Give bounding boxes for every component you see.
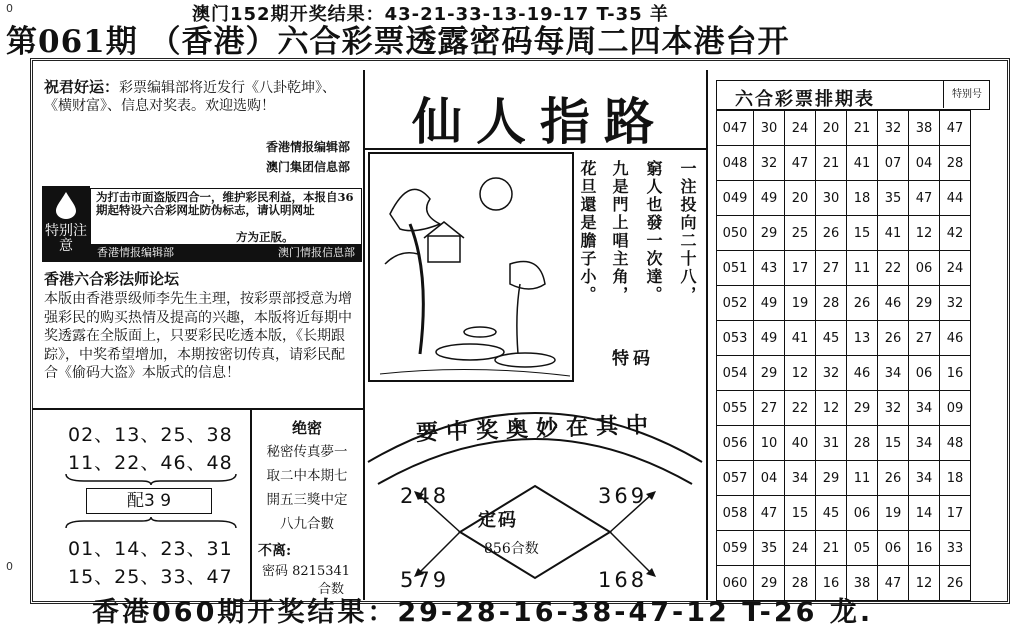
arc-text: 要中奖奥妙在其中 [415,411,657,447]
number-cell: 22 [785,391,816,426]
number-cell: 26 [940,566,971,601]
number-cell: 30 [754,111,785,146]
notice-footer [91,244,361,261]
number-cell: 12 [909,216,940,251]
special-number-label: 特别号 [943,81,990,108]
number-cell: 04 [754,461,785,496]
brace-bottom [64,516,238,530]
number-cell: 32 [940,286,971,321]
number-cell: 47 [878,566,909,601]
number-cell: 15 [847,216,878,251]
table-row [717,146,971,181]
number-cell: 16 [909,531,940,566]
number-cell: 34 [909,461,940,496]
number-cell: 17 [940,496,971,531]
table-row [717,286,971,321]
greeting-sign-1: 香港情报编辑部 [265,140,350,154]
number-cell: 44 [940,181,971,216]
schedule-header [716,80,990,110]
number-cell: 17 [785,251,816,286]
poem-line-2: 窮人也發一次達。 [644,160,663,304]
secret-line-4: 八九合數 [280,516,334,532]
number-cell: 49 [754,321,785,356]
period-cell: 047 [717,111,754,146]
number-cell: 41 [847,146,878,181]
number-cell: 25 [785,216,816,251]
number-cell: 18 [940,461,971,496]
number-cell: 47 [785,146,816,181]
poem-line-4: 花旦還是膽子小。 [578,160,597,304]
brace-top [64,472,238,486]
secret-line-1: 秘密传真夢一 [266,444,348,460]
period-cell: 056 [717,426,754,461]
top-result: 澳门152期开奖结果：43-21-33-13-19-17 T-35 羊 [192,4,669,25]
number-cell: 42 [940,216,971,251]
period-cell: 053 [717,321,754,356]
table-row [717,391,971,426]
number-cell: 49 [754,286,785,321]
period-cell: 050 [717,216,754,251]
number-cell: 06 [909,356,940,391]
number-cell: 45 [816,321,847,356]
number-cell: 29 [816,461,847,496]
number-cell: 49 [754,181,785,216]
number-cell: 24 [785,531,816,566]
table-row [717,321,971,356]
number-cell: 29 [847,391,878,426]
table-row [717,356,971,391]
number-cell: 15 [785,496,816,531]
number-cell: 26 [878,321,909,356]
number-cell: 04 [909,146,940,181]
number-cell: 34 [909,391,940,426]
number-cell: 46 [940,321,971,356]
number-cell: 32 [816,356,847,391]
number-cell: 29 [754,566,785,601]
number-cell: 38 [909,111,940,146]
forum-body: 本版由香港票级师李先生主理，按彩票部授意为增强彩民的购买热情及提高的兴趣，本版将近每期中奖透露在全版面上，只要彩民吃透本版，《长期跟踪》，中奖希望增加，本期按密切传真，请彩民配合《偷码大盗》本版式的信息！ [44,291,352,381]
number-cell: 34 [785,461,816,496]
secret-code-end: 合数 [318,582,345,597]
number-cell: 47 [754,496,785,531]
notice-footer-right: 澳门情报信息部 [278,246,355,259]
divider [706,70,708,600]
divider [250,408,252,602]
notice-text: 为打击市面盗版四合一，维护彩民利益，本报自36期起特设六合彩网址防伪标志，请认明网址 [96,190,354,217]
table-row [717,181,971,216]
table-row [717,426,971,461]
greeting-block [44,78,356,115]
number-cell: 41 [785,321,816,356]
drop-icon [50,190,82,220]
corner-mark-top: 0 [6,2,13,15]
landscape-illustration [370,154,572,380]
number-cell: 11 [847,251,878,286]
number-cell: 12 [785,356,816,391]
pei-box: 配3 9 [86,488,212,514]
corner-mark-bottom: 0 [6,560,13,573]
greeting-title: 祝君好运： [44,78,120,96]
secret-code: 密码 8215341 [262,564,351,579]
number-cell: 11 [847,461,878,496]
number-cell: 16 [940,356,971,391]
bottom-result: 香港060期开奖结果：29-28-16-38-47-12 T-26 龙. [92,597,874,628]
number-cell: 14 [909,496,940,531]
number-cell: 45 [816,496,847,531]
number-cell: 32 [754,146,785,181]
number-cell: 16 [816,566,847,601]
poem-line-1: 一注投向二十八， [678,160,697,304]
period-cell: 054 [717,356,754,391]
number-cell: 28 [940,146,971,181]
number-cell: 19 [785,286,816,321]
table-row [717,216,971,251]
buli-label: 不离: [258,543,292,559]
number-cell: 40 [785,426,816,461]
number-cell: 48 [940,426,971,461]
table-row [717,251,971,286]
number-cell: 07 [878,146,909,181]
number-cell: 29 [754,356,785,391]
number-cell: 28 [785,566,816,601]
number-cell: 34 [909,426,940,461]
number-cell: 29 [909,286,940,321]
notice-badge [42,186,90,262]
number-cell: 20 [785,181,816,216]
period-cell: 052 [717,286,754,321]
number-cell: 06 [878,531,909,566]
dingma-label: 定码 [478,510,518,531]
number-cell: 35 [754,531,785,566]
period-cell: 057 [717,461,754,496]
number-cell: 33 [940,531,971,566]
number-row-3: 01、14、23、31 [68,538,233,560]
number-cell: 26 [816,216,847,251]
number-cell: 10 [754,426,785,461]
number-cell: 09 [940,391,971,426]
secret-title: 绝密 [291,419,322,437]
number-cell: 21 [847,111,878,146]
divider [32,408,364,410]
notice-box [90,188,362,262]
diamond-bottom-left: 579 [400,568,450,592]
greeting-sign-2: 澳门集团信息部 [265,160,350,174]
number-cell: 47 [940,111,971,146]
number-cell: 46 [878,286,909,321]
table-row [717,111,971,146]
table-row [717,531,971,566]
number-cell: 05 [847,531,878,566]
diamond-bottom-right: 168 [598,568,648,592]
period-cell: 051 [717,251,754,286]
number-cell: 30 [816,181,847,216]
number-cell: 31 [816,426,847,461]
secret-block [254,416,360,536]
period-cell: 048 [717,146,754,181]
number-cell: 28 [847,426,878,461]
greeting-body: 彩票编辑部将近发行《八卦乾坤》、《横财富》、信息对奖表。欢迎选购！ [44,80,337,114]
dingma-sub: 856合数 [484,541,539,557]
period-cell: 058 [717,496,754,531]
number-cell: 27 [816,251,847,286]
xianren-title: 仙人指路 [412,92,668,151]
period-cell: 055 [717,391,754,426]
number-cell: 26 [878,461,909,496]
number-cell: 41 [878,216,909,251]
forum-title: 香港六合彩法师论坛 [44,270,180,288]
table-row [717,461,971,496]
number-cell: 19 [878,496,909,531]
secret-line-2: 取二中本期七 [266,468,348,484]
header-title: 第061期 （香港）六合彩票透露密码每周二四本港台开 [6,24,790,60]
period-cell: 060 [717,566,754,601]
schedule-table [716,110,971,601]
diamond-top-right: 369 [598,484,648,508]
table-row [717,496,971,531]
number-cell: 13 [847,321,878,356]
notice-badge-text: 特别注意 [45,223,87,254]
number-cell: 21 [816,531,847,566]
number-cell: 28 [816,286,847,321]
number-cell: 47 [909,181,940,216]
poem-line-3: 九是門上唱主角， [610,160,629,304]
schedule-title: 六合彩票排期表 [735,89,875,110]
number-cell: 06 [847,496,878,531]
number-cell: 12 [816,391,847,426]
number-cell: 27 [754,391,785,426]
period-cell: 049 [717,181,754,216]
notice-footer-left: 香港情报编辑部 [97,246,174,259]
number-cell: 24 [785,111,816,146]
diamond-top-left: 248 [400,484,450,508]
number-cell: 15 [878,426,909,461]
number-cell: 27 [909,321,940,356]
number-row-2: 11、22、46、48 [68,452,233,474]
tema-label: 特码 [612,349,654,369]
illustration-frame [368,152,574,382]
secret-line-3: 開五三獎中定 [266,492,348,508]
number-cell: 32 [878,111,909,146]
number-cell: 18 [847,181,878,216]
number-cell: 43 [754,251,785,286]
notice-suffix: 方为正版。 [236,230,294,244]
number-cell: 32 [878,391,909,426]
number-cell: 12 [909,566,940,601]
number-cell: 38 [847,566,878,601]
number-cell: 22 [878,251,909,286]
number-cell: 34 [878,356,909,391]
number-cell: 46 [847,356,878,391]
number-cell: 20 [816,111,847,146]
number-cell: 06 [909,251,940,286]
number-cell: 21 [816,146,847,181]
period-cell: 059 [717,531,754,566]
number-cell: 35 [878,181,909,216]
number-cell: 29 [754,216,785,251]
number-cell: 26 [847,286,878,321]
number-cell: 24 [940,251,971,286]
number-row-4: 15、25、33、47 [68,566,233,588]
number-row-1: 02、13、25、38 [68,424,233,446]
